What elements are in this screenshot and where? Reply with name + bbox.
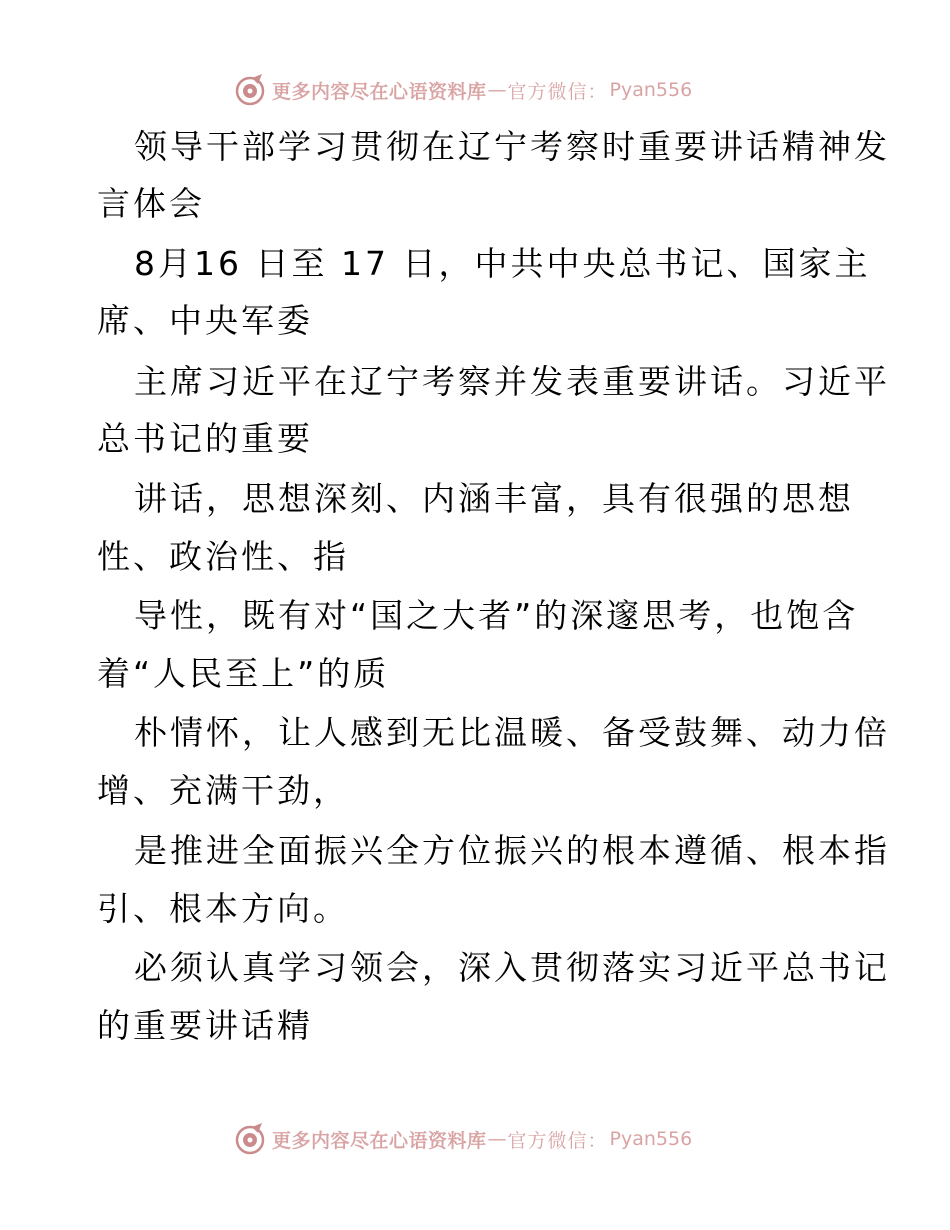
text-line: 8月16 日至 17 日，中共中央总书记、国家主	[134, 244, 871, 283]
text-line: 席、中央军委	[97, 301, 313, 340]
watermark-wechat-id: Pyan556	[609, 1128, 693, 1150]
text-line: 增、充满干劲，	[97, 771, 349, 810]
watermark-wechat-label: 官方微信：	[507, 80, 608, 103]
text-line: 着“人民至上”的质	[97, 654, 390, 693]
watermark-dash: —	[487, 79, 507, 101]
text-line: 总书记的重要	[97, 419, 313, 458]
pen-circle-logo-icon	[232, 72, 268, 108]
text-line: 必须认真学习领会，深入贯彻落实习近平总书记	[134, 948, 890, 987]
text-line: 言体会	[97, 184, 205, 223]
pen-circle-logo-icon	[232, 1121, 268, 1157]
header-watermark	[232, 72, 692, 108]
text-line: 是推进全面振兴全方位振兴的根本遵循、根本指	[134, 831, 890, 870]
text-line: 朴情怀，让人感到无比温暖、备受鼓舞、动力倍	[134, 713, 890, 752]
text-line: 领导干部学习贯彻在辽宁考察时重要讲话精神发	[134, 127, 890, 166]
text-line: 的重要讲话精	[97, 1006, 313, 1045]
watermark-wechat-id: Pyan556	[609, 79, 693, 101]
text-line: 讲话，思想深刻、内涵丰富，具有很强的思想	[134, 479, 854, 518]
text-line: 导性，既有对“国之大者”的深邃思考，也饱含	[134, 596, 859, 635]
watermark-dash: —	[487, 1128, 507, 1150]
watermark-site-text: 更多内容尽在心语资料库	[272, 80, 487, 103]
text-line: 主席习近平在辽宁考察并发表重要讲话。习近平	[134, 362, 890, 401]
footer-watermark	[232, 1121, 692, 1157]
watermark-wechat-label: 官方微信：	[507, 1129, 608, 1152]
text-line: 引、根本方向。	[97, 889, 349, 928]
watermark-site-text: 更多内容尽在心语资料库	[272, 1129, 487, 1152]
text-line: 性、政治性、指	[97, 537, 349, 576]
